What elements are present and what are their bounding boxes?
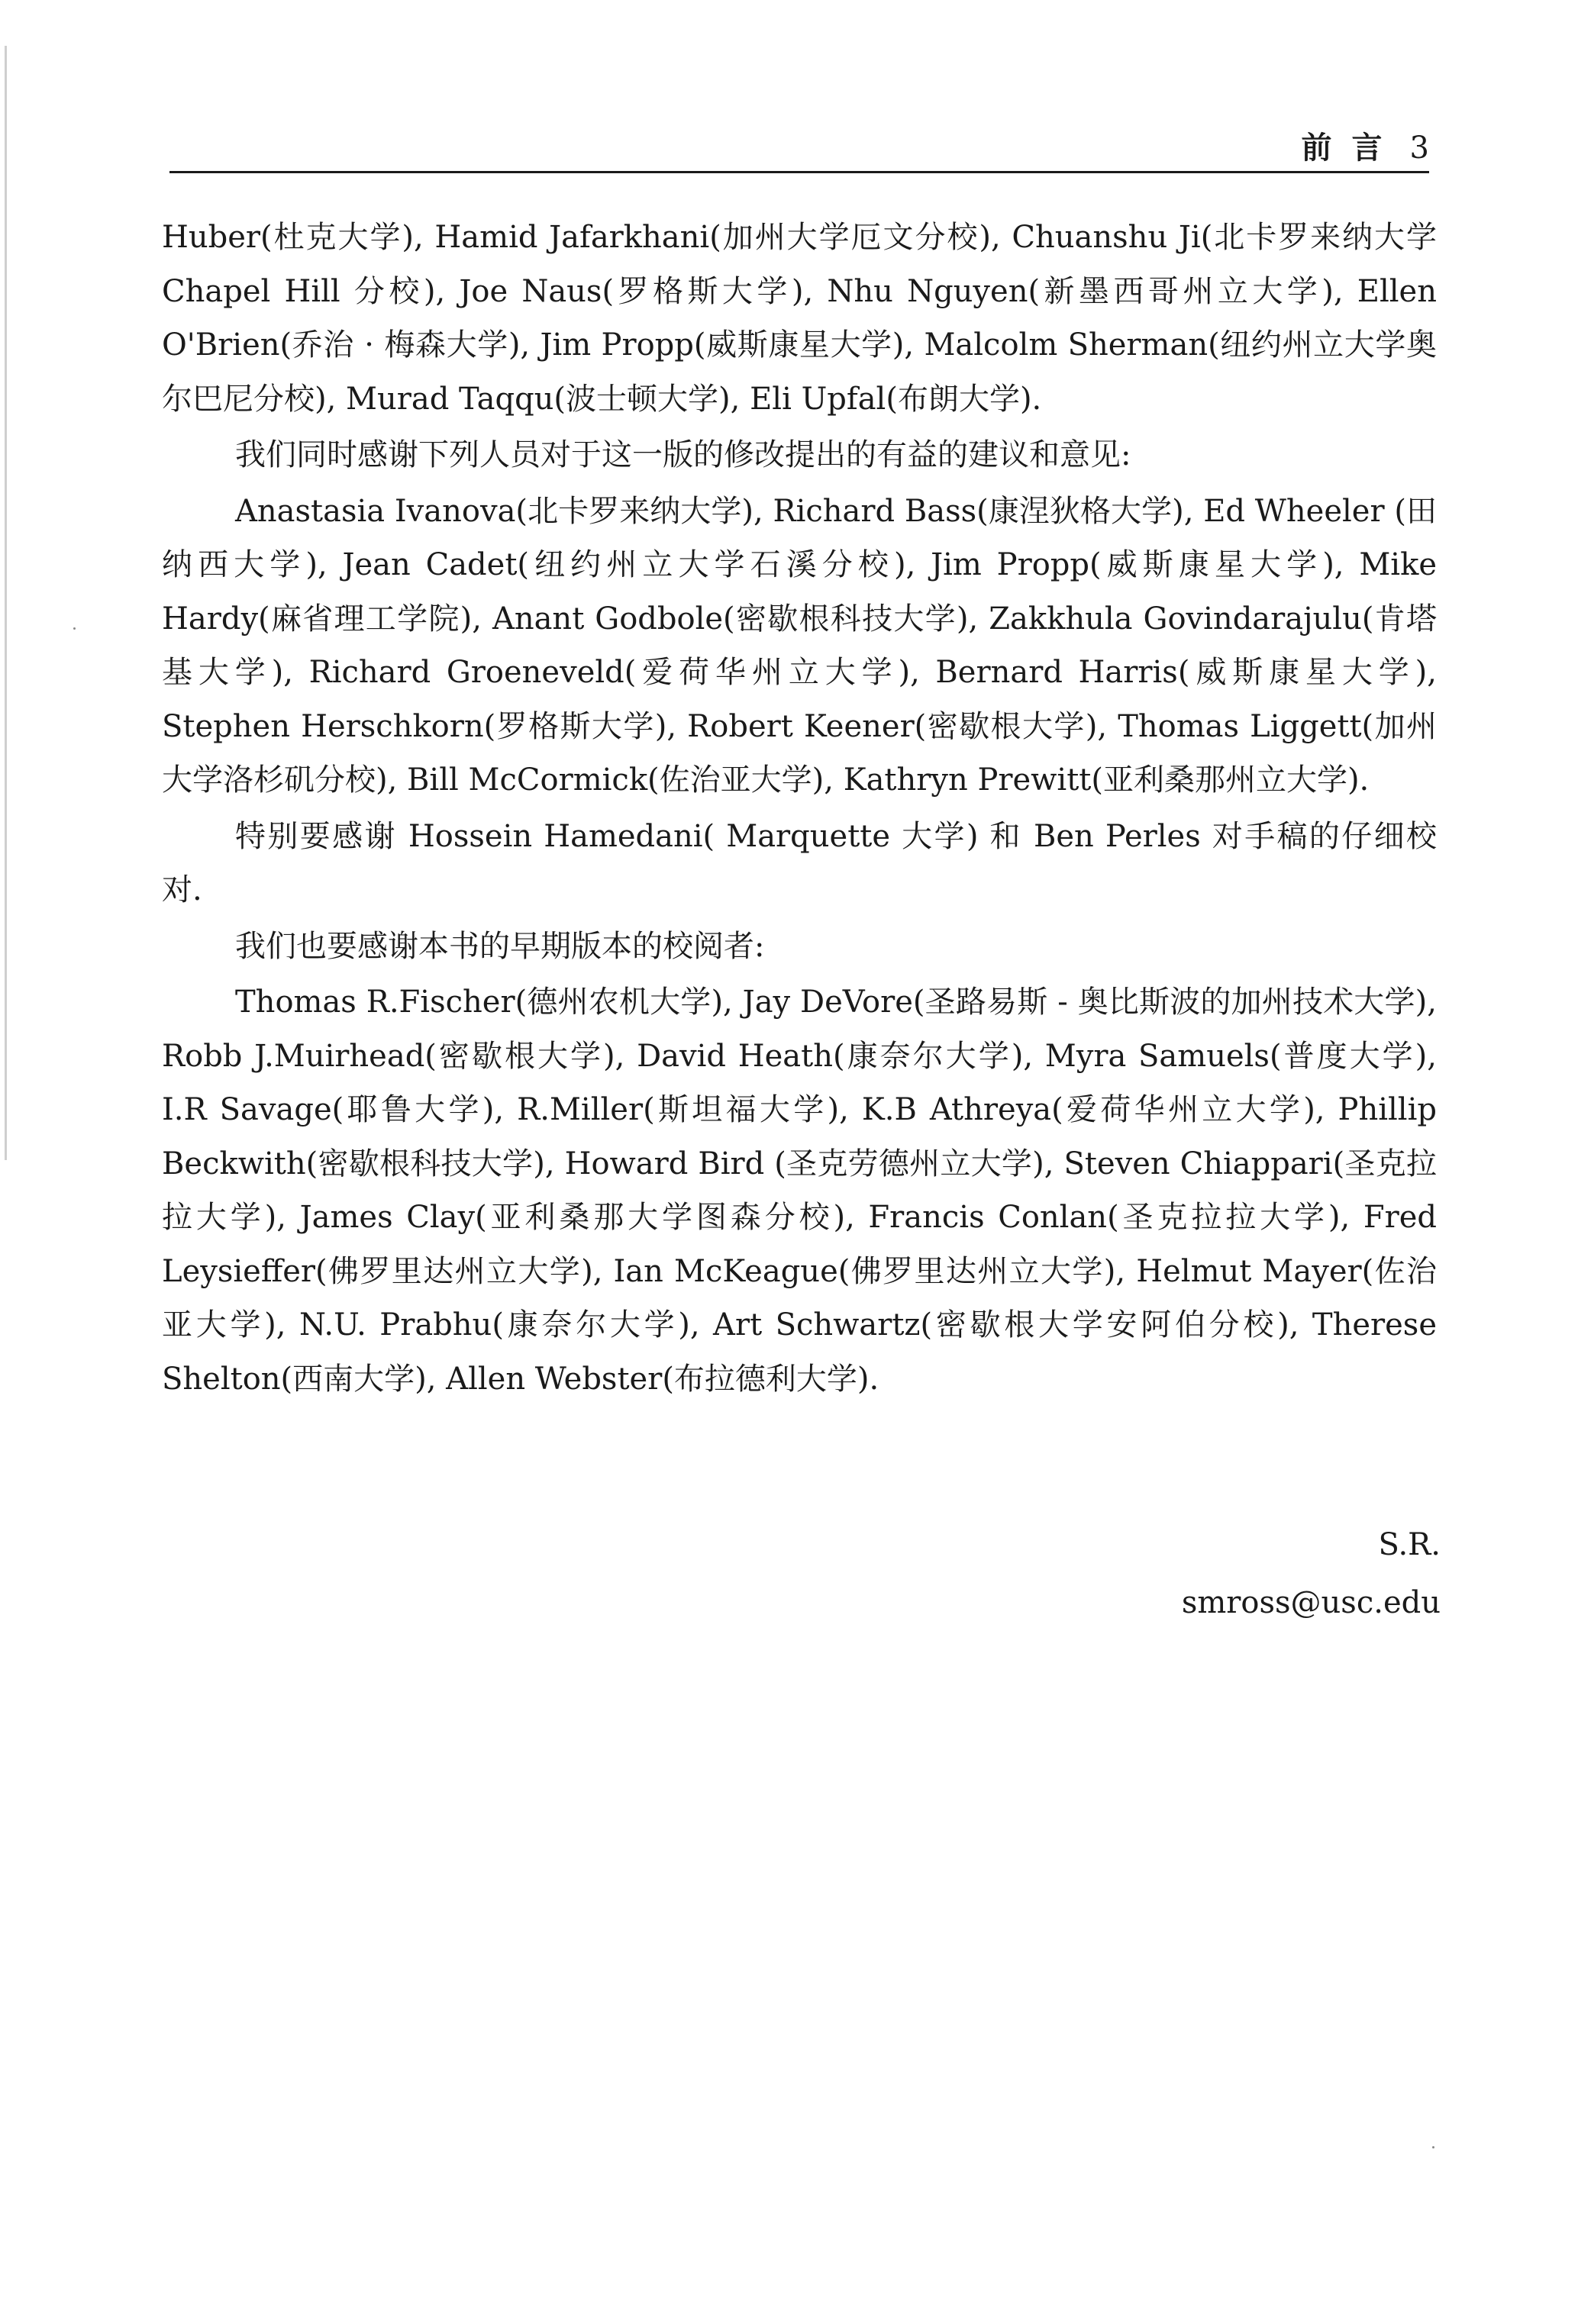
header-rule bbox=[169, 171, 1429, 173]
paragraph-edition-reviewers: Anastasia Ivanova(北卡罗来纳大学), Richard Bass(康涅狄格大学), Ed Wheeler (田纳西大学), Jean Cadet(纽约州立大学石溪分校), Jim Propp(威斯康星大学), Mike Hardy(麻省理工学院), Anant Godbole(密歇根科技大学), Zakkhula Govindarajulu(肯塔基大学), Richard Groeneveld(爱荷华州立大学), Bernard Harris(威斯康星大学), Stephen Herschkorn(罗格斯大学), Robert Keener(密歇根大学), Thomas Liggett(加州大学洛杉矶分校), Bill McCormick(佐治亚大学), Kathryn Prewitt(亚利桑那州立大学). bbox=[162, 493, 1437, 798]
paragraph-early-edition-reviewers: Thomas R.Fischer(德州农机大学), Jay DeVore(圣路易斯 - 奥比斯波的加州技术大学), Robb J.Muirhead(密歇根大学), David Heath(康奈尔大学), Myra Samuels(普度大学), I.R Savage(耶鲁大学), R.Miller(斯坦福大学), K.B Athreya(爱荷华州立大学), Phillip Beckwith(密歇根科技大学), Howard Bird (圣克劳德州立大学), Steven Chiappari(圣克拉拉大学), James Clay(亚利桑那大学图森分校), Francis Conlan(圣克拉拉大学), Fred Leysieffer(佛罗里达州立大学), Ian McKeague(佛罗里达州立大学), Helmut Mayer(佐治亚大学), N.U. Prabhu(康奈尔大学), Art Schwartz(密歇根大学安阿伯分校), Therese Shelton(西南大学), Allen Webster(布拉德利大学). bbox=[162, 985, 1437, 1397]
page-body bbox=[162, 211, 1437, 1408]
header-text bbox=[1302, 131, 1429, 165]
paragraph-edition-thanks: 我们同时感谢下列人员对于这一版的修改提出的有益的建议和意见: bbox=[235, 437, 1131, 472]
paragraph-reviewers-continued: Huber(杜克大学), Hamid Jafarkhani(加州大学厄文分校), Chuanshu Ji(北卡罗来纳大学 Chapel Hill 分校), Joe Naus(罗格斯大学), Nhu Nguyen(新墨西哥州立大学), Ellen O'Brien(乔治 · 梅森大学), Jim Propp(威斯康星大学), Malcolm Sherman(纽约州立大学奥尔巴尼分校), Murad Taqqu(波士顿大学), Eli Upfal(布朗大学). bbox=[162, 220, 1437, 417]
signature-initials: S.R. bbox=[1378, 1527, 1441, 1562]
running-header bbox=[169, 125, 1429, 171]
paragraph-early-edition-thanks: 我们也要感谢本书的早期版本的校阅者: bbox=[235, 928, 765, 964]
scan-speck bbox=[73, 627, 76, 630]
section-title: 前言 bbox=[1301, 130, 1402, 166]
signature-block bbox=[1182, 1516, 1441, 1632]
scan-edge bbox=[5, 46, 7, 1160]
signature-email: smross@usc.edu bbox=[1181, 1585, 1441, 1620]
scan-speck bbox=[1432, 2146, 1434, 2148]
paragraph-proofreading-thanks: 特别要感谢 Hossein Hamedani( Marquette 大学) 和 Ben Perles 对手稿的仔细校对. bbox=[162, 818, 1437, 907]
page-number: 3 bbox=[1409, 131, 1429, 166]
